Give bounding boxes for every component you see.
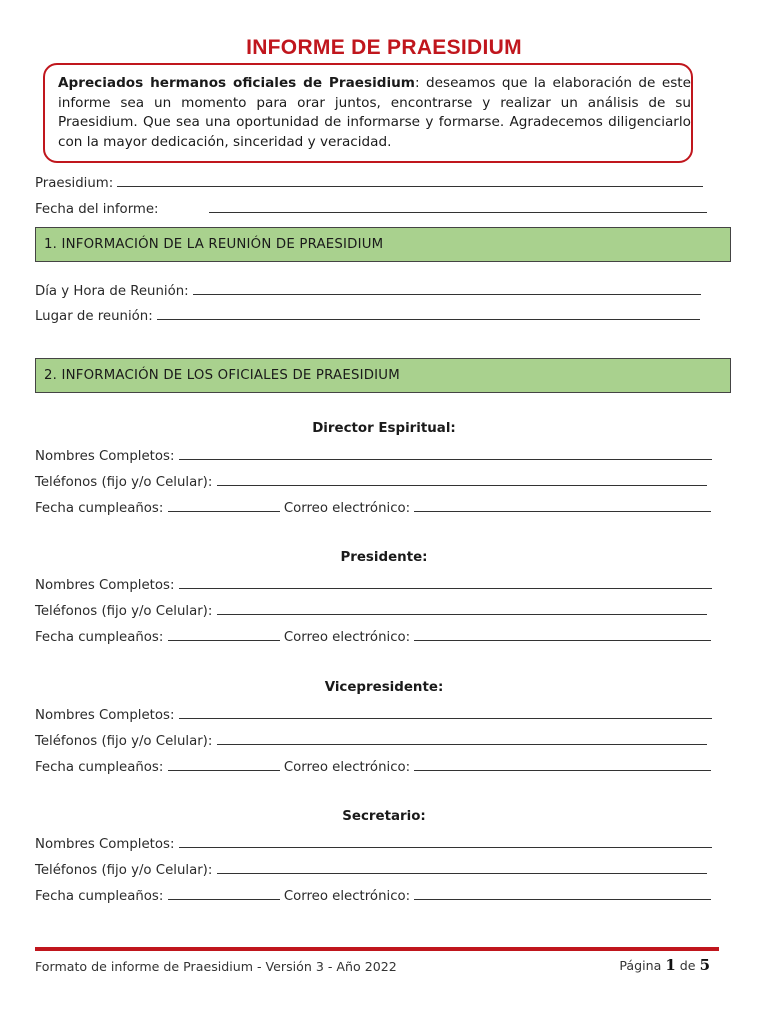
officer-cumple-correo-field[interactable] (35, 887, 711, 904)
officer-title: Presidente: (340, 550, 428, 565)
section-1-header: 1. INFORMACIÓN DE LA REUNIÓN DE PRAESIDIUM (35, 227, 731, 262)
telefonos-label: Teléfonos (fijo y/o Celular): (35, 475, 213, 490)
cumple-label: Fecha cumpleaños: (35, 630, 164, 645)
nombres-label: Nombres Completos: (35, 578, 175, 593)
intro-box (43, 63, 693, 163)
cumple-blank[interactable] (168, 758, 280, 771)
correo-blank[interactable] (414, 628, 711, 641)
telefonos-blank[interactable] (217, 602, 707, 615)
correo-blank[interactable] (414, 499, 711, 512)
telefonos-blank[interactable] (217, 473, 707, 486)
correo-label: Correo electrónico: (283, 760, 411, 775)
telefonos-blank[interactable] (217, 861, 707, 874)
footer-rule (35, 947, 719, 951)
officer-cumple-correo-field[interactable] (35, 499, 711, 516)
cumple-blank[interactable] (168, 628, 280, 641)
officer-title: Secretario: (342, 809, 426, 824)
nombres-blank[interactable] (179, 835, 712, 848)
nombres-label: Nombres Completos: (35, 837, 175, 852)
cumple-label: Fecha cumpleaños: (35, 501, 164, 516)
footer-text: Formato de informe de Praesidium - Versión 3 - Año 2022 (35, 959, 397, 974)
officer-nombres-field[interactable] (35, 706, 712, 723)
officer-cumple-correo-field[interactable] (35, 758, 711, 775)
officer-title: Director Espiritual: (312, 421, 456, 436)
intro-body: : deseamos que la elaboración de este informe sea un momento para orar juntos, encontrarse y realizar un análisis de su Praesidium. Que sea una oportunidad de informarse y formarse. Agradecemos diligenciarlo con la mayor dedicación, sinceridad y veracidad. (58, 75, 691, 150)
nombres-blank[interactable] (179, 447, 712, 460)
praesidium-label: Praesidium: (35, 176, 114, 191)
section-2-header: 2. INFORMACIÓN DE LOS OFICIALES DE PRAESIDIUM (35, 358, 731, 393)
fecha-informe-blank[interactable] (209, 200, 707, 213)
correo-label: Correo electrónico: (283, 630, 411, 645)
page-of: de (679, 958, 696, 973)
nombres-label: Nombres Completos: (35, 449, 175, 464)
lugar-label: Lugar de reunión: (35, 309, 153, 324)
correo-label: Correo electrónico: (283, 501, 411, 516)
lugar-blank[interactable] (157, 307, 700, 320)
nombres-blank[interactable] (179, 706, 712, 719)
fecha-informe-label: Fecha del informe: (35, 202, 159, 217)
officer-telefonos-field[interactable] (35, 732, 707, 749)
nombres-blank[interactable] (179, 576, 712, 589)
praesidium-blank[interactable] (117, 174, 703, 187)
dia-hora-blank[interactable] (193, 282, 701, 295)
telefonos-label: Teléfonos (fijo y/o Celular): (35, 604, 213, 619)
officer-telefonos-field[interactable] (35, 473, 707, 490)
officer-title: Vicepresidente: (324, 680, 444, 695)
page-indicator (619, 956, 710, 974)
cumple-label: Fecha cumpleaños: (35, 889, 164, 904)
correo-blank[interactable] (414, 887, 711, 900)
page-current: 1 (665, 956, 676, 974)
lugar-field[interactable] (35, 307, 700, 324)
telefonos-label: Teléfonos (fijo y/o Celular): (35, 863, 213, 878)
cumple-blank[interactable] (168, 499, 280, 512)
fecha-informe-field[interactable] (35, 200, 707, 217)
telefonos-label: Teléfonos (fijo y/o Celular): (35, 734, 213, 749)
officer-telefonos-field[interactable] (35, 602, 707, 619)
correo-label: Correo electrónico: (283, 889, 411, 904)
praesidium-field[interactable] (35, 174, 703, 191)
officer-telefonos-field[interactable] (35, 861, 707, 878)
page-title: INFORME DE PRAESIDIUM (246, 36, 522, 59)
officer-nombres-field[interactable] (35, 447, 712, 464)
officer-nombres-field[interactable] (35, 576, 712, 593)
cumple-blank[interactable] (168, 887, 280, 900)
correo-blank[interactable] (414, 758, 711, 771)
officer-cumple-correo-field[interactable] (35, 628, 711, 645)
intro-bold-lead: Apreciados hermanos oficiales de Praesidium (58, 75, 415, 91)
cumple-label: Fecha cumpleaños: (35, 760, 164, 775)
officer-nombres-field[interactable] (35, 835, 712, 852)
dia-hora-label: Día y Hora de Reunión: (35, 284, 189, 299)
page-total: 5 (699, 956, 710, 974)
dia-hora-field[interactable] (35, 282, 701, 299)
intro-text (58, 74, 691, 152)
telefonos-blank[interactable] (217, 732, 707, 745)
nombres-label: Nombres Completos: (35, 708, 175, 723)
page-label: Página (619, 958, 662, 973)
